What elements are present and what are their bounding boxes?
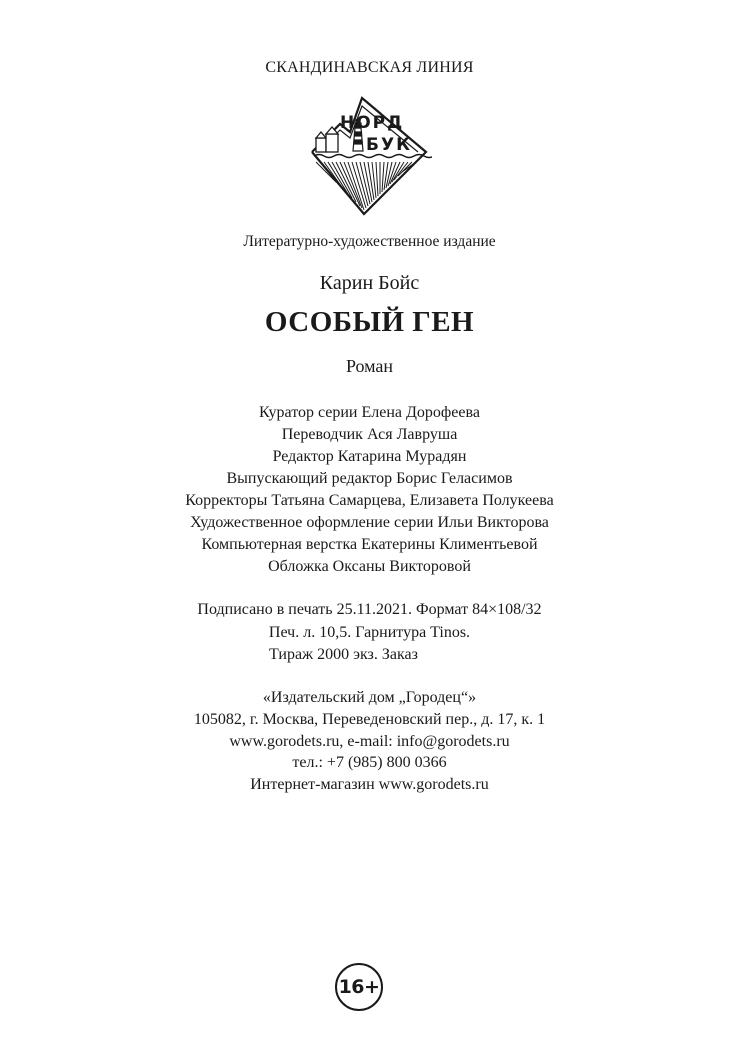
author-name: Карин Бойс <box>319 272 420 294</box>
book-genre: Роман <box>345 356 394 376</box>
print-signed-line: Подписано в печать 25.11.2021. Формат 84×108/32 <box>197 601 542 618</box>
credit-line: Обложка Оксаны Викторовой <box>268 558 471 575</box>
publisher-contacts: www.gorodets.ru, e-mail: info@gorodets.ru <box>229 732 510 750</box>
print-sheets-line: Печ. л. 10,5. Гарнитура Tinos. <box>268 623 471 641</box>
print-circulation-line: Тираж 2000 экз. Заказ <box>269 646 418 663</box>
publisher-shop: Интернет-магазин www.gorodets.ru <box>250 776 489 794</box>
credit-line: Куратор серии Елена Дорофеева <box>259 404 480 421</box>
publisher-phone: тел.: +7 (985) 800 0366 <box>292 754 447 772</box>
credit-line: Компьютерная верстка Екатерины Климентьевой <box>201 536 538 553</box>
logo-text-top: НОРД <box>340 113 405 133</box>
credit-line: Художественное оформление серии Ильи Викторова <box>190 514 549 531</box>
credit-line: Переводчик Ася Лавруша <box>281 426 458 443</box>
logo-text-bottom: БУК <box>366 135 412 155</box>
credits-block <box>0 402 739 578</box>
nord-book-logo <box>306 94 432 218</box>
series-name: СКАНДИНАВСКАЯ ЛИНИЯ <box>265 59 474 76</box>
credit-line: Корректоры Татьяна Самарцева, Елизавета Полукеева <box>185 492 554 509</box>
book-title: ОСОБЫЙ ГЕН <box>264 306 475 338</box>
edition-type: Литературно-художественное издание <box>243 233 496 250</box>
age-rating-badge: 16+ <box>335 963 383 1011</box>
credit-line: Выпускающий редактор Борис Геласимов <box>226 470 513 487</box>
publisher-block <box>0 687 739 796</box>
publisher-name: «Издательский дом „Городец“» <box>262 689 477 706</box>
print-info-block <box>0 599 739 667</box>
credit-line: Редактор Катарина Мурадян <box>272 448 467 465</box>
publisher-address: 105082, г. Москва, Переведеновский пер., д. 17, к. 1 <box>193 710 546 728</box>
